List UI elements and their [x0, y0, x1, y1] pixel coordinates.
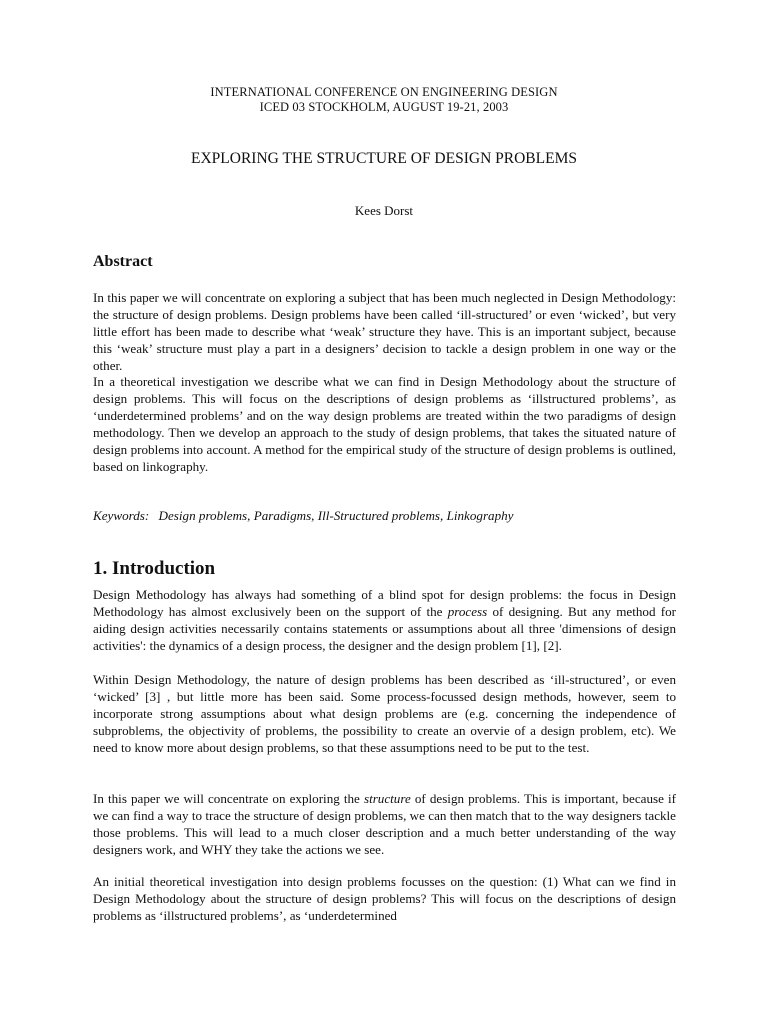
intro-paragraph-1: [93, 586, 676, 654]
conference-location: ICED 03 STOCKHOLM, AUGUST 19-21, 2003: [259, 100, 509, 114]
intro-p1-text-b: of designing. But any method for aiding design activities necessarily contains statements or assumptions about all three 'dimensions of design activities': the dynamics of a design process, the designer and the design problem [1], [2].: [93, 604, 676, 653]
abstract-paragraph-2: In a theoretical investigation we describe what we can find in Design Methodology about the structure of design problems. This will focus on the descriptions of design problems as ‘illstructured problems’, as ‘underdetermined problems’ and on the way design problems are treated within the two paradigms of design methodology. Then we develop an approach to the study of design problems, that takes the situated nature of design problems into account. A method for the empirical study of the structure of design problems is outlined, based on linkography.: [93, 374, 676, 474]
conference-name: INTERNATIONAL CONFERENCE ON ENGINEERING DESIGN: [210, 85, 558, 99]
introduction-heading: 1. Introduction: [93, 558, 216, 579]
paper-author: Kees Dorst: [354, 203, 414, 218]
intro-p3-text-b: of design problems. This is important, because if we can find a way to trace the structure of design problems, we can then match that to the way designers tackle those problems. This will lead to a much closer description and a much better understanding of the way designers work, and WHY they take the actions we see.: [93, 791, 676, 857]
intro-p3-emphasis: structure: [363, 791, 411, 806]
abstract-heading: Abstract: [93, 253, 153, 270]
paper-title: EXPLORING THE STRUCTURE OF DESIGN PROBLEMS: [191, 150, 577, 167]
intro-p1-emphasis: process: [447, 604, 488, 619]
keywords-label: Keywords:: [93, 508, 150, 523]
intro-paragraph-3: [93, 790, 676, 858]
intro-p1-text-a: Design Methodology has always had something of a blind spot for design problems: the focus in Design Methodology has almost exclusively been on the support of the: [93, 587, 676, 619]
intro-paragraph-2: Within Design Methodology, the nature of design problems has been described as ‘ill-structured’, or even ‘wicked’ [3] , but little more has been said. Some process-focussed design methods, however, seem to incorporate strong assumptions about what design problems are (e.g. concerning the independence of subproblems, the objectivity of problems, the possibility to create an overvie of a design problem, etc). We need to know more about design problems, so that these assumptions need to be put to the test.: [93, 672, 676, 755]
intro-paragraph-4: An initial theoretical investigation into design problems focusses on the question: (1) What can we find in Design Methodology about the structure of design problems? This will focus on the descriptions of design problems as ‘illstructured problems’, as ‘underdetermined: [93, 874, 676, 923]
intro-p3-text-a: In this paper we will concentrate on exploring the: [93, 791, 360, 806]
conference-header: [0, 85, 768, 115]
abstract-paragraph-1: In this paper we will concentrate on exploring a subject that has been much neglected in Design Methodology: the structure of design problems. Design problems have been called ‘ill-structured’ or even ‘wicked’, but very little effort has been made to describe what ‘weak’ structure they have. This is an important subject, because this ‘weak’ structure must play a part in a designers’ decision to tackle a design problem in one way or the other.: [93, 290, 676, 373]
keywords-list: Design problems, Paradigms, Ill-Structured problems, Linkography: [158, 508, 514, 523]
keywords-line: [93, 507, 676, 524]
